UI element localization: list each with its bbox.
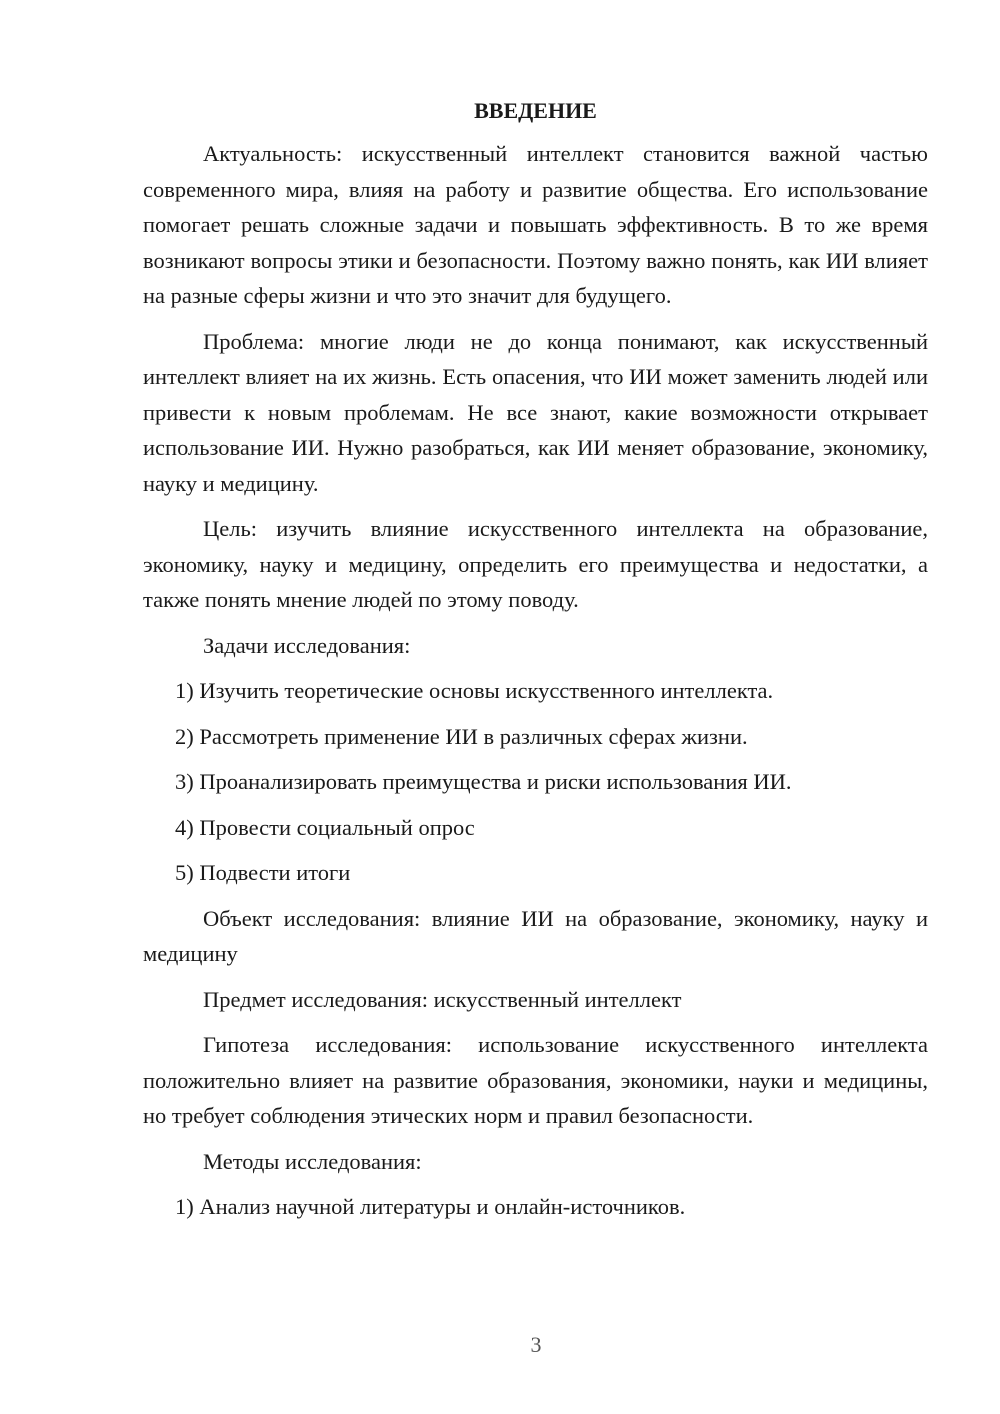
tasks-label: Задачи исследования:	[203, 632, 411, 658]
page-body	[143, 96, 928, 1235]
relevance-paragraph: Актуальность: искусственный интеллект становится важной частью современного мира, влияя на работу и развитие общества. Его использование помогает решать сложные задачи и повышать эффективность. В то же время возникают вопросы этики и безопасности. Поэтому важно понять, как ИИ влияет на разные сферы жизни и что это значит для будущего.	[143, 141, 928, 308]
task-item: 2) Рассмотреть применение ИИ в различных сферах жизни.	[175, 723, 748, 749]
object-paragraph: Объект исследования: влияние ИИ на образование, экономику, науку и медицину	[143, 905, 928, 966]
problem-paragraph: Проблема: многие люди не до конца понимают, как искусственный интеллект влияет на их жизнь. Есть опасения, что ИИ может заменить людей или привести к новым проблемам. Не все знают, какие возможности открывает использование ИИ. Нужно разобраться, как ИИ меняет образование, экономику, науку и медицину.	[143, 328, 928, 496]
methods-label: Методы исследования:	[203, 1148, 422, 1174]
task-item: 1) Изучить теоретические основы искусственного интеллекта.	[175, 678, 774, 703]
section-heading: ВВЕДЕНИЕ	[474, 98, 597, 123]
task-item: 4) Провести социальный опрос	[175, 814, 475, 840]
subject-paragraph: Предмет исследования: искусственный интеллект	[203, 986, 682, 1012]
task-item: 3) Проанализировать преимущества и риски использования ИИ.	[175, 769, 792, 794]
hypothesis-paragraph: Гипотеза исследования: использование искусственного интеллекта положительно влияет на развитие образования, экономики, науки и медицины, но требует соблюдения этических норм и правил безопасности.	[143, 1032, 928, 1128]
goal-paragraph: Цель: изучить влияние искусственного интеллекта на образование, экономику, науку и медицину, определить его преимущества и недостатки, а также понять мнение людей по этому поводу.	[143, 516, 928, 612]
page-number: 3	[530, 1332, 542, 1357]
method-item: 1) Анализ научной литературы и онлайн-источников.	[175, 1194, 686, 1219]
task-item: 5) Подвести итоги	[175, 860, 351, 885]
